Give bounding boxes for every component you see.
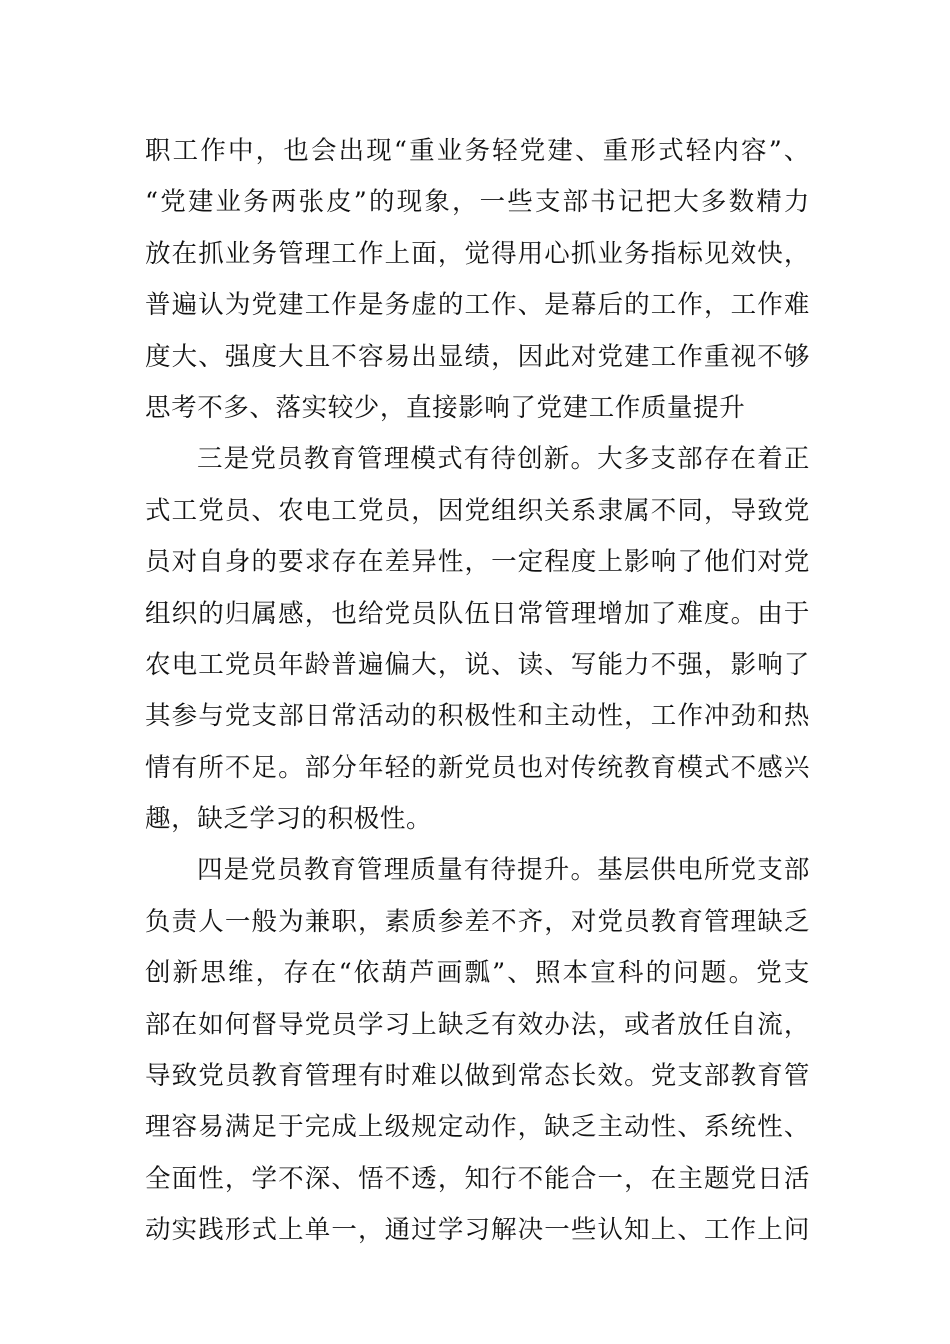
text-line: 全面性，学不深、悟不透，知行不能合一，在主题党日活 — [145, 1163, 810, 1194]
text-line: 动实践形式上单一，通过学习解决一些认知上、工作上问 — [145, 1215, 810, 1246]
text-line: 情有所不足。部分年轻的新党员也对传统教育模式不感兴 — [145, 752, 810, 783]
text-line: 放在抓业务管理工作上面，觉得用心抓业务指标见效快， — [145, 238, 810, 269]
text-line: 创新思维，存在“依葫芦画瓢”、照本宣科的问题。党支 — [145, 958, 810, 989]
text-line: 导致党员教育管理有时难以做到常态长效。党支部教育管 — [145, 1061, 810, 1092]
text-line: 负责人一般为兼职，素质参差不齐，对党员教育管理缺乏 — [145, 906, 810, 937]
body-text — [145, 126, 810, 1257]
paragraph-first-line: 四是党员教育管理质量有待提升。基层供电所党支部 — [197, 855, 810, 886]
text-line: 理容易满足于完成上级规定动作，缺乏主动性、系统性、 — [145, 1112, 810, 1143]
text-line: 普遍认为党建工作是务虚的工作、是幕后的工作，工作难 — [145, 290, 810, 321]
text-line: 趣，缺乏学习的积极性。 — [145, 804, 433, 835]
text-line: “党建业务两张皮”的现象，一些支部书记把大多数精力 — [145, 187, 810, 218]
text-line: 度大、强度大且不容易出显绩，因此对党建工作重视不够 — [145, 341, 810, 372]
text-line: 员对自身的要求存在差异性，一定程度上影响了他们对党 — [145, 547, 810, 578]
text-line: 职工作中，也会出现“重业务轻党建、重形式轻内容”、 — [145, 136, 810, 166]
text-line: 组织的归属感，也给党员队伍日常管理增加了难度。由于 — [145, 598, 810, 629]
paragraph-first-line: 三是党员教育管理模式有待创新。大多支部存在着正 — [197, 444, 810, 475]
text-line: 思考不多、落实较少，直接影响了党建工作质量提升 — [145, 392, 746, 423]
text-line: 部在如何督导党员学习上缺乏有效办法，或者放任自流， — [145, 1009, 810, 1040]
text-line: 式工党员、农电工党员，因党组织关系隶属不同，导致党 — [145, 495, 810, 526]
text-line: 其参与党支部日常活动的积极性和主动性，工作冲劲和热 — [145, 701, 810, 732]
text-line: 农电工党员年龄普遍偏大，说、读、写能力不强，影响了 — [145, 649, 810, 680]
